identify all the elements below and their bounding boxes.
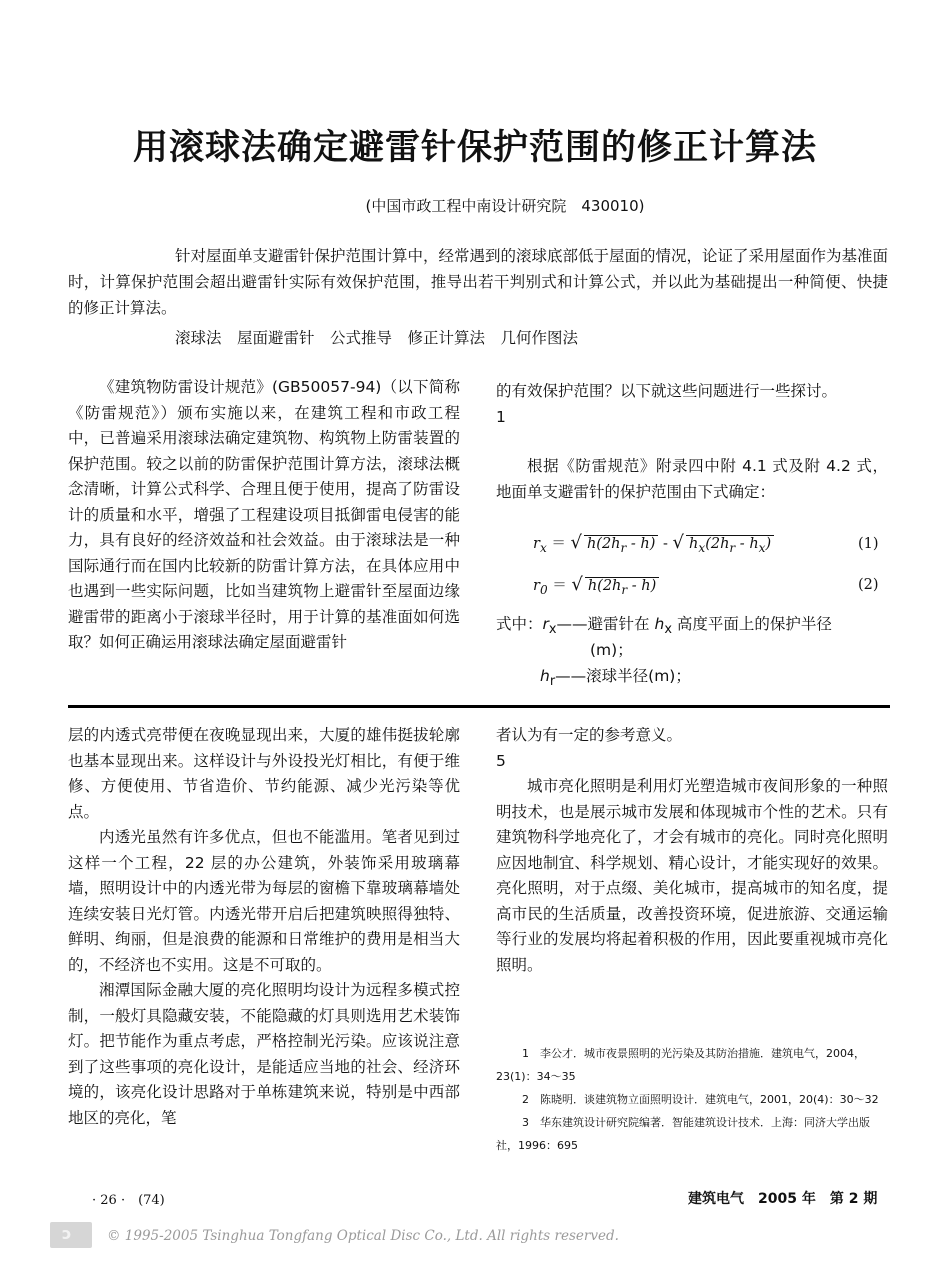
formula-1: $r_x$ ＝ √ $h(2h_r - h)$ - √ $h_x(2h_r - h_x)$	[533, 532, 774, 555]
definition-2: $h_r——$滚球半径(m)；	[540, 667, 691, 690]
bottom-right-column	[496, 723, 888, 978]
publisher-logo-icon: ↄ	[50, 1222, 92, 1248]
abstract-text: 针对屋面单支避雷针保护范围计算中，经常遇到的滚球底部低于屋面的情况，论证了采用屋面作为基准面时，计算保护范围会超出避雷针实际有效保护范围，推导出若干判别式和计算公式，并以此为基础提出一种简便、快捷的修正计算法。	[68, 247, 889, 317]
bottom-right-paragraph: 城市亮化照明是利用灯光塑造城市夜间形象的一种照明技术，也是展示城市发展和体现城市个性的艺术。只有建筑物科学地亮化了，才会有城市的亮化。同时亮化照明应因地制宜、科学规划、精心设计，才能实现好的效果。亮化照明，对于点缀、美化城市，提高城市的知名度，提高市民的生活质量，改善投资环境，促进旅游、交通运输等行业的发展均将起着积极的作用，因此要重视城市亮化照明。	[496, 777, 888, 974]
formula-intro: 根据《防雷规范》附录四中附 4.1 式及附 4.2 式，地面单支避雷针的保护范围由下式确定：	[496, 457, 888, 501]
section-number-1: 1	[496, 407, 506, 426]
bottom-right-continuation: 者认为有一定的参考意义。	[496, 726, 683, 744]
references	[496, 1042, 888, 1157]
bottom-left-paragraph-1: 层的内透式亮带便在夜晚显现出来，大厦的雄伟挺拔轮廓也基本显现出来。这样设计与外设投光灯相比，有便于维修、方便使用、节省造价、节约能源、减少光污染等优点。	[68, 726, 460, 821]
formula-2: $r_0$ ＝ √ $h(2h_r - h)$	[533, 574, 659, 597]
copyright-notice: © 1995-2005 Tsinghua Tongfang Optical Disc Co., Ltd. All rights reserved.	[107, 1228, 619, 1244]
keywords: 滚球法 屋面避雷针 公式推导 修正计算法 几何作图法	[175, 329, 579, 347]
section-number-5: 5	[496, 751, 506, 770]
bottom-left-column	[68, 723, 460, 1131]
bottom-left-paragraph-2: 内透光虽然有许多优点，但也不能滥用。笔者见到过这样一个工程，22 层的办公建筑，外装饰采用玻璃幕墙，照明设计中的内透光带为每层的窗檐下靠玻璃幕墙处连续安装日光灯管。内透光带开启后把建筑映照得独特、鲜明、绚丽，但是浪费的能源和日常维护的费用是相当大的，不经济也不实用。这是不可取的。	[68, 828, 460, 974]
journal-issue: 建筑电气 2005 年 第 2 期	[688, 1191, 878, 1207]
page-number: · 26 · (74)	[92, 1193, 165, 1208]
top-left-column	[68, 375, 460, 656]
intro-continuation: 的有效保护范围？以下就这些问题进行一些探讨。	[496, 382, 838, 400]
bottom-left-paragraph-3: 湘潭国际金融大厦的亮化照明均设计为远程多模式控制，一般灯具隐藏安装，不能隐藏的灯具则选用艺术装饰灯。把节能作为重点考虑，严格控制光污染。应该说注意到了这些事项的亮化设计，是能适应当地的社会、经济环境的，该亮化设计思路对于单栋建筑来说，特别是中西部地区的亮化，笔	[68, 981, 460, 1127]
page-divider	[68, 705, 890, 708]
reference-item: 2 陈晓明．谈建筑物立面照明设计．建筑电气，2001，20(4)：30～32	[522, 1093, 879, 1106]
reference-item: 1 李公才．城市夜景照明的光污染及其防治措施．建筑电气，2004，23(1)：34～35	[496, 1047, 865, 1083]
top-right-column	[496, 379, 888, 505]
abstract	[68, 243, 888, 321]
page-title: 用滚球法确定避雷针保护范围的修正计算法	[132, 128, 817, 168]
formula-1-number: (1)	[858, 536, 879, 552]
affiliation: (中国市政工程中南设计研究院 430010)	[365, 197, 645, 215]
reference-item: 3 华东建筑设计研究院编著．智能建筑设计技术．上海：同济大学出版社，1996：695	[496, 1116, 870, 1152]
intro-paragraph: 《建筑物防雷设计规范》(GB50057-94)（以下简称《防雷规范》）颁布实施以来，在建筑工程和市政工程中，已普遍采用滚球法确定建筑物、构筑物上防雷装置的保护范围。较之以前的防雷保护范围计算方法，滚球法概念清晰，计算公式科学、合理且便于使用，提高了防雷设计的质量和水平，增强了工程建设项目抵御雷电侵害的能力，具有良好的经济效益和社会效益。由于滚球法是一种国际通行而在国内比较新的防雷计算方法，在具体应用中也遇到一些实际问题，比如当建筑物上避雷针至屋面边缘避雷带的距离小于滚球半径时，用于计算的基准面如何选取？如何正确运用滚球法确定屋面避雷针	[68, 378, 460, 651]
formula-2-number: (2)	[858, 577, 879, 593]
definition-1: 式中：$r_x——$避雷针在 $h_x$ 高度平面上的保护半径	[496, 615, 832, 638]
definition-1-unit: (m)；	[590, 641, 633, 659]
